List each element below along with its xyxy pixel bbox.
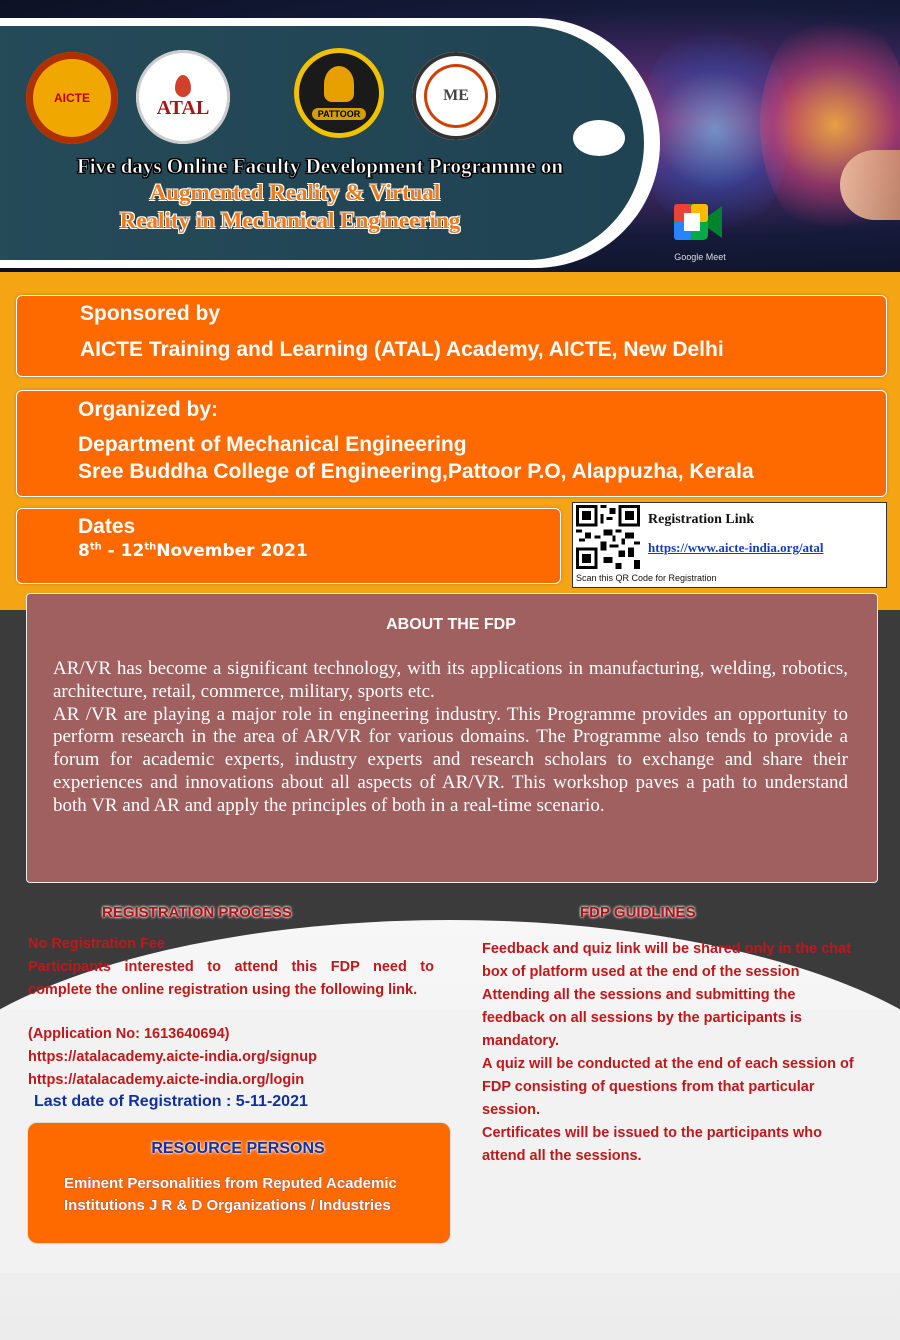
resource-persons-text: Eminent Personalities from Reputed Academic Institutions J R & D Organizations / Industries <box>64 1175 397 1214</box>
about-paragraph-1: AR/VR has become a significant technology, with its applications in manufacturing, welding, robotics, architecture, retail, commerce, military, sports etc. <box>53 658 848 702</box>
registration-fee: No Registration Fee <box>28 936 165 952</box>
mech-dept-logo <box>412 52 500 140</box>
google-meet-icon <box>672 200 724 244</box>
about-title: ABOUT THE FDP <box>386 616 516 633</box>
registration-link-url[interactable]: https://www.aicte-india.org/atal <box>648 540 824 555</box>
sponsor-value: AICTE Training and Learning (ATAL) Academy, AICTE, New Delhi <box>80 338 724 361</box>
guideline-item: Attending all the sessions and submitting the feedback on all sessions by the participants is mandatory. <box>482 987 802 1049</box>
qr-scan-note: Scan this QR Code for Registration <box>576 573 717 583</box>
guidelines-heading: FDP GUIDLINES <box>580 904 696 921</box>
flame-icon <box>175 75 191 97</box>
guideline-item: Feedback and quiz link will be shared only in the chat box of platform used at the end of the session <box>482 941 852 980</box>
title-line-1: Five days Online Faculty Development Programme on <box>76 154 564 178</box>
buddha-icon <box>324 66 354 102</box>
month-year: November 2021 <box>156 541 308 561</box>
date-separator: - <box>101 541 121 561</box>
about-paragraph-2: AR /VR are playing a major role in engineering industry. This Programme provides an opportunity to perform research in the area of AR/VR for various domains. The Programme also tends to provide a forum for academic experts, industry experts and research scholars to exchange and share their experiences and innovations about all aspects of AR/VR. This workshop paves a path to understand both VR and AR and apply the principles of both in a real-time scenario. <box>53 703 848 816</box>
registration-process-heading: REGISTRATION PROCESS <box>102 904 292 921</box>
qr-code-icon[interactable] <box>576 505 640 569</box>
google-meet-label: Google Meet <box>674 252 726 262</box>
aicte-logo-text: AICTE <box>54 91 90 105</box>
dates-label: Dates <box>78 515 136 538</box>
end-suffix: th <box>144 541 157 553</box>
end-day: 12 <box>120 541 145 561</box>
dates-value <box>78 541 308 561</box>
start-suffix: th <box>89 541 102 553</box>
mech-logo-text: ME <box>443 87 469 104</box>
registration-description: Participants interested to attend this FDP need to complete the online registration using the following link. <box>28 959 434 998</box>
registration-link-title: Registration Link <box>648 512 755 527</box>
title-line-2: Augmented Reality & Virtual <box>149 180 441 205</box>
aicte-logo <box>26 52 118 144</box>
atal-logo <box>136 50 230 144</box>
atal-logo-text: ATAL <box>156 96 210 119</box>
about-text <box>53 658 848 818</box>
sponsor-label: Sponsored by <box>80 302 221 325</box>
organizer-department: Department of Mechanical Engineering <box>78 433 467 456</box>
sbce-logo <box>294 48 384 138</box>
title-line-3: Reality in Mechanical Engineering <box>119 208 461 233</box>
organizer-label: Organized by: <box>78 398 219 421</box>
signup-link[interactable]: https://atalacademy.aicte-india.org/signup <box>28 1049 317 1065</box>
sbce-logo-ribbon: PATTOOR <box>312 108 367 120</box>
login-link[interactable]: https://atalacademy.aicte-india.org/login <box>28 1072 305 1088</box>
application-number: (Application No: 1613640694) <box>28 1026 230 1042</box>
registration-last-date: Last date of Registration : 5-11-2021 <box>34 1093 308 1110</box>
organizer-college: Sree Buddha College of Engineering,Pattoor P.O, Alappuzha, Kerala <box>78 460 754 483</box>
start-day: 8 <box>78 541 90 561</box>
guidelines-list <box>482 938 857 1168</box>
resource-persons-heading: RESOURCE PERSONS <box>151 1140 325 1157</box>
tag-hole <box>573 120 625 156</box>
guideline-item: Certificates will be issued to the participants who attend all the sessions. <box>482 1125 823 1164</box>
guideline-item: A quiz will be conducted at the end of each session of FDP consisting of questions from that particular session. <box>482 1056 854 1118</box>
